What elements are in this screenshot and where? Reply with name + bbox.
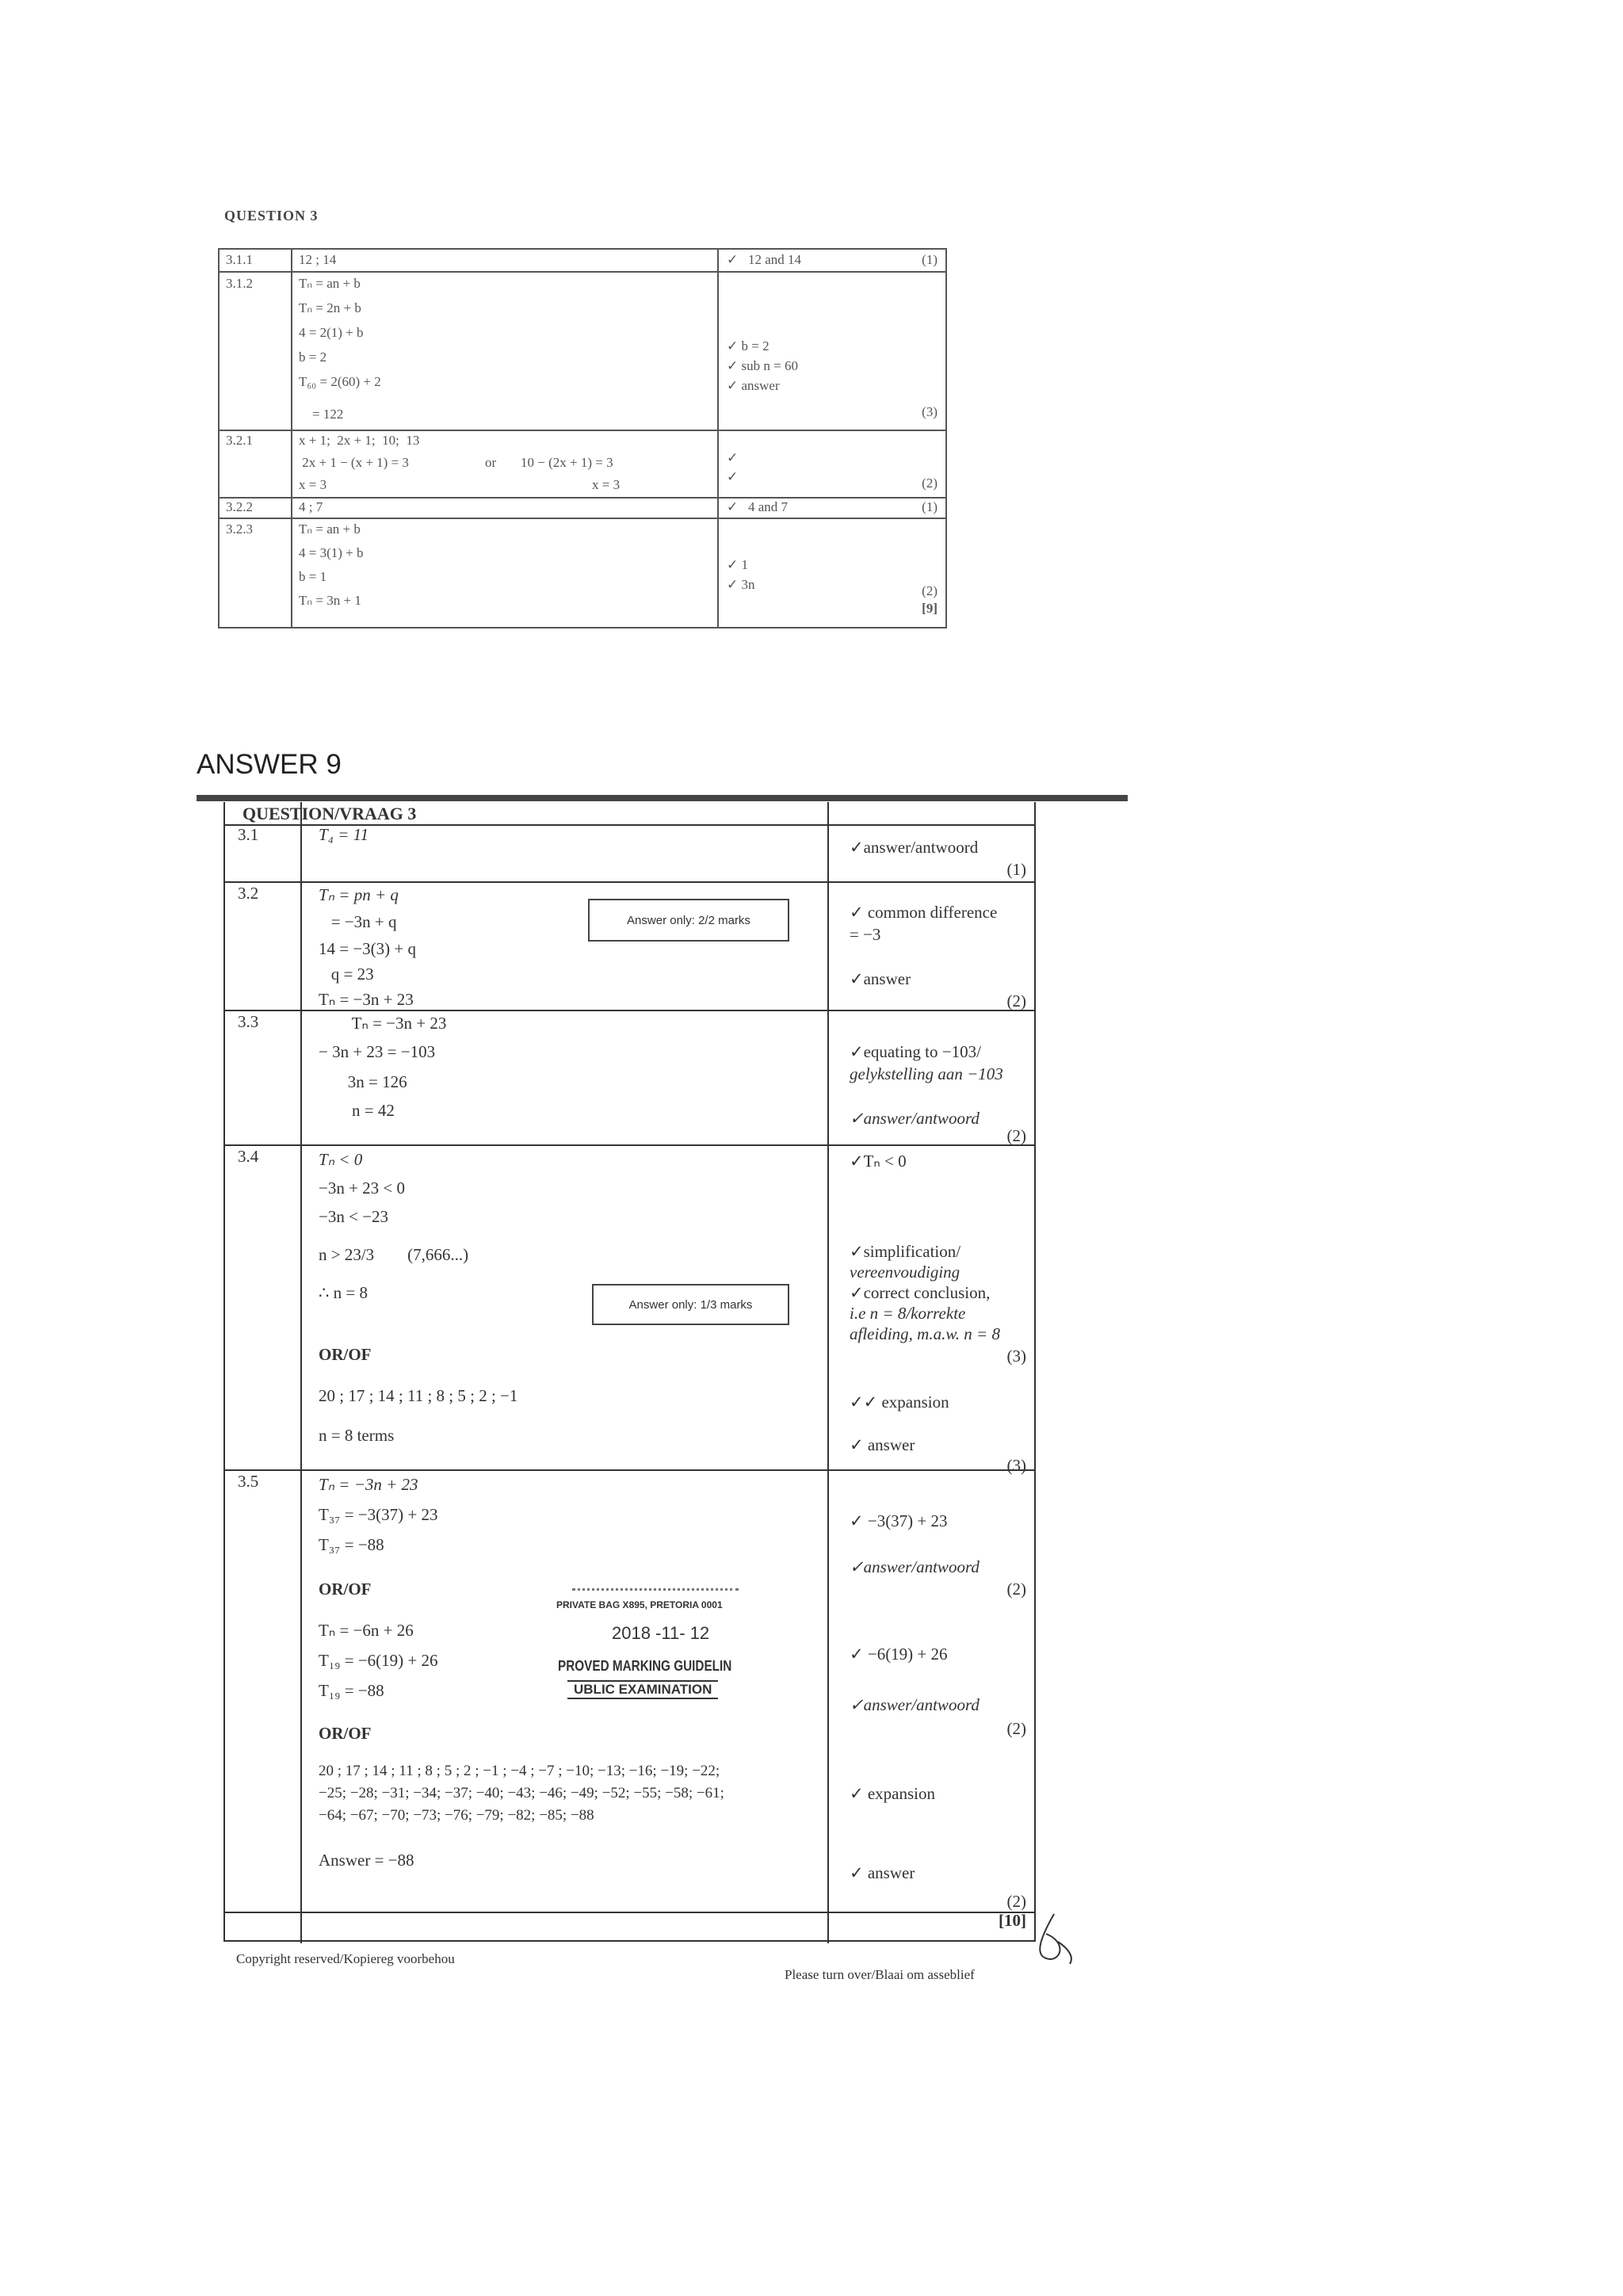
row-number: 3.2.2 xyxy=(226,499,253,514)
working-line: Tₙ = −3n + 23 xyxy=(319,990,414,1009)
working-line: − 3n + 23 = −103 xyxy=(319,1042,436,1061)
row-number: 3.2.3 xyxy=(226,521,253,537)
mark-line: afleiding, m.a.w. n = 8 xyxy=(850,1324,1000,1343)
mark-total: (1) xyxy=(1006,860,1026,879)
working-line: 12 ; 14 xyxy=(299,252,337,267)
mark-line: ✓answer/antwoord xyxy=(850,1557,980,1576)
working-line: Tₙ = an + b xyxy=(299,521,361,537)
working-line: T₃₇ = −88 xyxy=(319,1535,384,1554)
mark-line: ✓ −3(37) + 23 xyxy=(850,1511,948,1530)
answer-only-box: Answer only: 1/3 marks xyxy=(592,1284,789,1325)
mark-line: ✓answer/antwoord xyxy=(850,1695,980,1714)
row-number: 3.4 xyxy=(238,1147,259,1166)
mark-total: (3) xyxy=(1006,1456,1026,1475)
working-line: 3n = 126 xyxy=(319,1072,407,1091)
working-line: T₁₉ = −6(19) + 26 xyxy=(319,1651,438,1670)
mark-line: ✓ sub n = 60 xyxy=(727,358,798,373)
answer-heading: ANSWER 9 xyxy=(197,749,342,780)
working-line: = −3n + q xyxy=(319,912,397,931)
mark-total: (3) xyxy=(1006,1347,1026,1366)
row-number: 3.1 xyxy=(238,825,259,844)
turn-over-footer: Please turn over/Blaai om asseblief xyxy=(785,1967,975,1982)
or-text: or xyxy=(485,455,497,470)
mark-line: gelykstelling aan −103 xyxy=(850,1064,1003,1083)
question3-title: QUESTION 3 xyxy=(224,208,319,223)
working-line: Tₙ = −6n + 26 xyxy=(319,1621,414,1640)
working-line: x = 3 xyxy=(299,477,327,492)
working-line: Tₙ = 2n + b xyxy=(299,300,361,315)
mark-line: ✓ 12 and 14 xyxy=(727,252,802,267)
working-line: T₄ = 11 xyxy=(319,825,369,844)
official-stamp xyxy=(556,1579,826,1729)
row-number: 3.5 xyxy=(238,1472,259,1491)
working-line: 10 − (2x + 1) = 3 xyxy=(521,455,613,470)
grand-total: [9] xyxy=(922,601,938,616)
row-number: 3.2.1 xyxy=(226,433,253,448)
working-line: Tₙ < 0 xyxy=(319,1150,363,1169)
working-line: n = 42 xyxy=(319,1101,395,1120)
working-line: Tₙ = pn + q xyxy=(319,885,399,904)
mark-line: ✓✓ expansion xyxy=(850,1392,949,1412)
mark-total: (1) xyxy=(922,252,938,267)
working-line: Tₙ = −3n + 23 xyxy=(319,1475,418,1494)
working-line: 14 = −3(3) + q xyxy=(319,939,417,958)
working-line: Tₙ = −3n + 23 xyxy=(319,1014,447,1033)
signature-scribble xyxy=(1030,1910,1078,1966)
mark-line: ✓ −6(19) + 26 xyxy=(850,1645,948,1664)
working-line: −3n < −23 xyxy=(319,1207,389,1226)
answer9-title: QUESTION/VRAAG 3 xyxy=(242,804,417,823)
mark-total: (2) xyxy=(922,583,938,598)
mark-line: ✓ expansion xyxy=(850,1784,935,1803)
number-sequence: −64; −67; −70; −73; −76; −79; −82; −85; −88 xyxy=(319,1807,594,1824)
number-sequence: −25; −28; −31; −34; −37; −40; −43; −46; −49; −52; −55; −58; −61; xyxy=(319,1785,724,1801)
working-line: 4 ; 7 xyxy=(299,499,323,514)
mark-line: ✓ b = 2 xyxy=(727,338,769,353)
mark-line: ✓ answer xyxy=(727,378,780,393)
or-label: OR/OF xyxy=(319,1580,372,1599)
working-line: x = 3 xyxy=(592,477,621,492)
mark-line: vereenvoudiging xyxy=(850,1263,960,1282)
answer9-scan xyxy=(223,802,1036,1943)
working-line: n > 23/3 (7,666...) xyxy=(319,1245,469,1264)
mark-total: (2) xyxy=(1006,1126,1026,1145)
working-line: b = 2 xyxy=(299,350,327,365)
working-line: x + 1; 2x + 1; 10; 13 xyxy=(299,433,420,448)
row-number: 3.2 xyxy=(238,884,259,903)
mark-line: ✓ common difference xyxy=(850,903,998,922)
mark-line: ✓ answer xyxy=(850,1863,915,1882)
stamp-smudge xyxy=(572,1588,739,1599)
or-label: OR/OF xyxy=(319,1345,372,1364)
working-line: −3n + 23 < 0 xyxy=(319,1179,406,1198)
or-label: OR/OF xyxy=(319,1724,372,1743)
terms-line: n = 8 terms xyxy=(319,1426,395,1445)
mark-line: ✓answer/antwoord xyxy=(850,838,979,857)
number-sequence: 20 ; 17 ; 14 ; 11 ; 8 ; 5 ; 2 ; −1 xyxy=(319,1386,518,1405)
working-line: T₁₉ = −88 xyxy=(319,1681,384,1700)
working-line: T₃₇ = −3(37) + 23 xyxy=(319,1505,438,1524)
mark-total: (1) xyxy=(922,499,938,514)
working-line: T₆₀ = 2(60) + 2 xyxy=(299,374,381,389)
mark-line: ✓ 1 xyxy=(727,557,748,572)
mark-line: ✓simplification/ xyxy=(850,1242,961,1261)
working-line: q = 23 xyxy=(319,965,374,984)
working-line: 4 = 3(1) + b xyxy=(299,545,364,560)
mark-total: (2) xyxy=(922,476,938,491)
row-number: 3.3 xyxy=(238,1012,259,1031)
row-number: 3.1.2 xyxy=(226,276,253,291)
answer-only-box: Answer only: 2/2 marks xyxy=(588,899,789,942)
stamp-guideline: PROVED MARKING GUIDELIN xyxy=(558,1658,732,1674)
stamp-address: PRIVATE BAG X895, PRETORIA 0001 xyxy=(556,1599,723,1610)
mark-line: ✓answer xyxy=(850,969,911,988)
mark-line: i.e n = 8/korrekte xyxy=(850,1304,966,1323)
working-line: Tₙ = an + b xyxy=(299,276,361,291)
working-line: Tₙ = 3n + 1 xyxy=(299,593,361,608)
row-number: 3.1.1 xyxy=(226,252,253,267)
mark-line: ✓answer/antwoord xyxy=(850,1109,980,1128)
final-answer: Answer = −88 xyxy=(319,1851,414,1870)
mark-total: (2) xyxy=(1006,1580,1026,1599)
working-line: 4 = 2(1) + b xyxy=(299,325,364,340)
question3-table xyxy=(218,248,947,628)
mark-line: ✓ 3n xyxy=(727,577,755,592)
heading-divider xyxy=(197,795,1128,801)
mark-total: (3) xyxy=(922,404,938,419)
mark-total: (2) xyxy=(1006,991,1026,1010)
grand-total: [10] xyxy=(999,1911,1026,1930)
mark-total: (2) xyxy=(1006,1719,1026,1738)
mark-line: ✓ answer xyxy=(850,1435,915,1454)
mark-line: ✓correct conclusion, xyxy=(850,1283,991,1302)
working-line: = 122 xyxy=(299,407,344,422)
working-line: 2x + 1 − (x + 1) = 3 xyxy=(299,455,409,470)
copyright-footer: Copyright reserved/Kopiereg voorbehou xyxy=(236,1951,455,1966)
mark-line: ✓ xyxy=(727,469,739,484)
mark-total: (2) xyxy=(1006,1892,1026,1911)
mark-line: ✓ 4 and 7 xyxy=(727,499,789,514)
mark-line: ✓ xyxy=(727,450,739,465)
number-sequence: 20 ; 17 ; 14 ; 11 ; 8 ; 5 ; 2 ; −1 ; −4 ; −7 ; −10; −13; −16; −19; −22; xyxy=(319,1763,720,1779)
mark-line: ✓Tₙ < 0 xyxy=(850,1152,907,1171)
stamp-examination: UBLIC EXAMINATION xyxy=(567,1680,718,1699)
working-line: ∴ n = 8 xyxy=(319,1283,368,1302)
stamp-date: 2018 -11- 12 xyxy=(612,1623,710,1643)
mark-line: = −3 xyxy=(850,925,881,944)
mark-line: ✓equating to −103/ xyxy=(850,1042,981,1061)
working-line: b = 1 xyxy=(299,569,327,584)
